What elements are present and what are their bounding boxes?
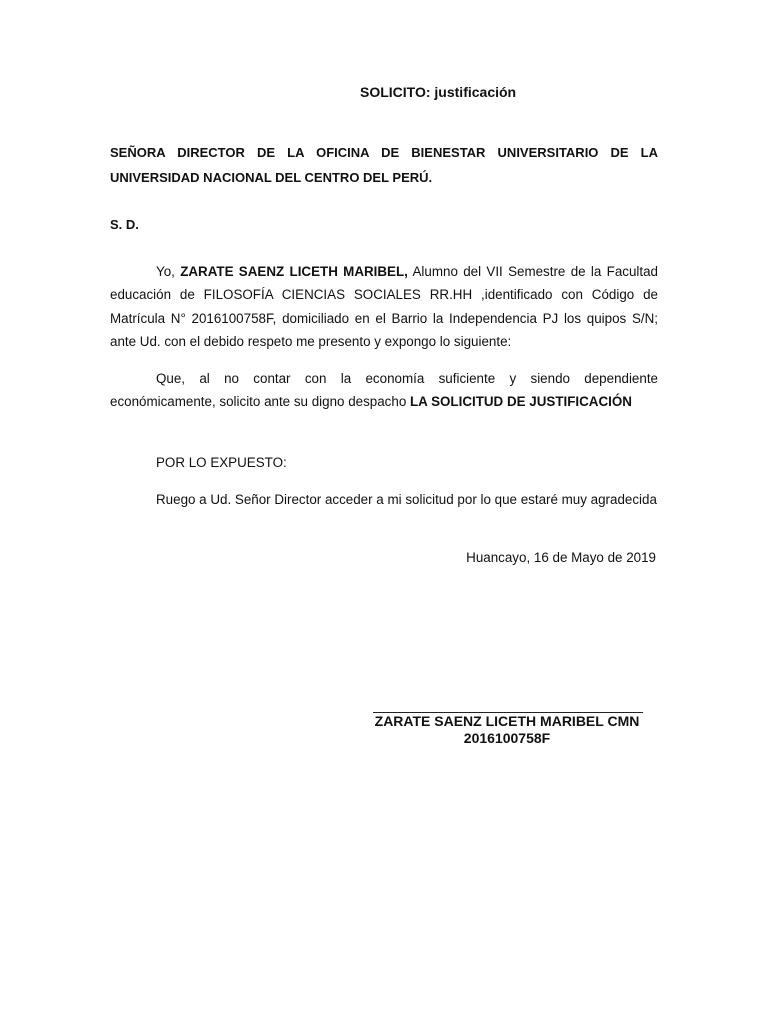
signature-name: ZARATE SAENZ LICETH MARIBEL CMN xyxy=(374,713,640,729)
paragraph-prefix: Yo, xyxy=(156,264,181,279)
salutation: S. D. xyxy=(110,217,139,232)
paragraph-text: Que, al no contar con la economía suficiente y siendo dependiente económicamente, solicito ante su digno despacho xyxy=(110,371,658,410)
signature-code: 2016100758F xyxy=(463,730,551,746)
paragraph-identification xyxy=(110,260,658,353)
date-line: Huancayo, 16 de Mayo de 2019 xyxy=(466,550,656,565)
paragraph-text: Alumno del VII Semestre de la Facultad educación de FILOSOFÍA CIENCIAS SOCIALES RR.HH ,identificado con Código de Matrícula N° 2016100758F, domiciliado en el Barrio la Independencia PJ los quipos S/N; ante Ud. con el debido respeto me presento y expongo lo siguiente: xyxy=(110,264,658,349)
signature-block xyxy=(354,713,660,747)
student-name: ZARATE SAENZ LICETH MARIBEL, xyxy=(180,264,408,279)
addressee: SEÑORA DIRECTOR DE LA OFICINA DE BIENESTAR UNIVERSITARIO DE LA UNIVERSIDAD NACIONAL DEL CENTRO DEL PERÚ. xyxy=(110,145,658,185)
request-bold: LA SOLICITUD DE JUSTIFICACIÓN xyxy=(410,394,632,410)
paragraph-por-lo-expuesto: POR LO EXPUESTO: xyxy=(156,455,287,470)
paragraph-plea: Ruego a Ud. Señor Director acceder a mi solicitud por lo que estaré muy agradecida xyxy=(156,492,657,507)
paragraph-request xyxy=(110,367,658,414)
subject-line: SOLICITO: justificación xyxy=(360,84,517,100)
